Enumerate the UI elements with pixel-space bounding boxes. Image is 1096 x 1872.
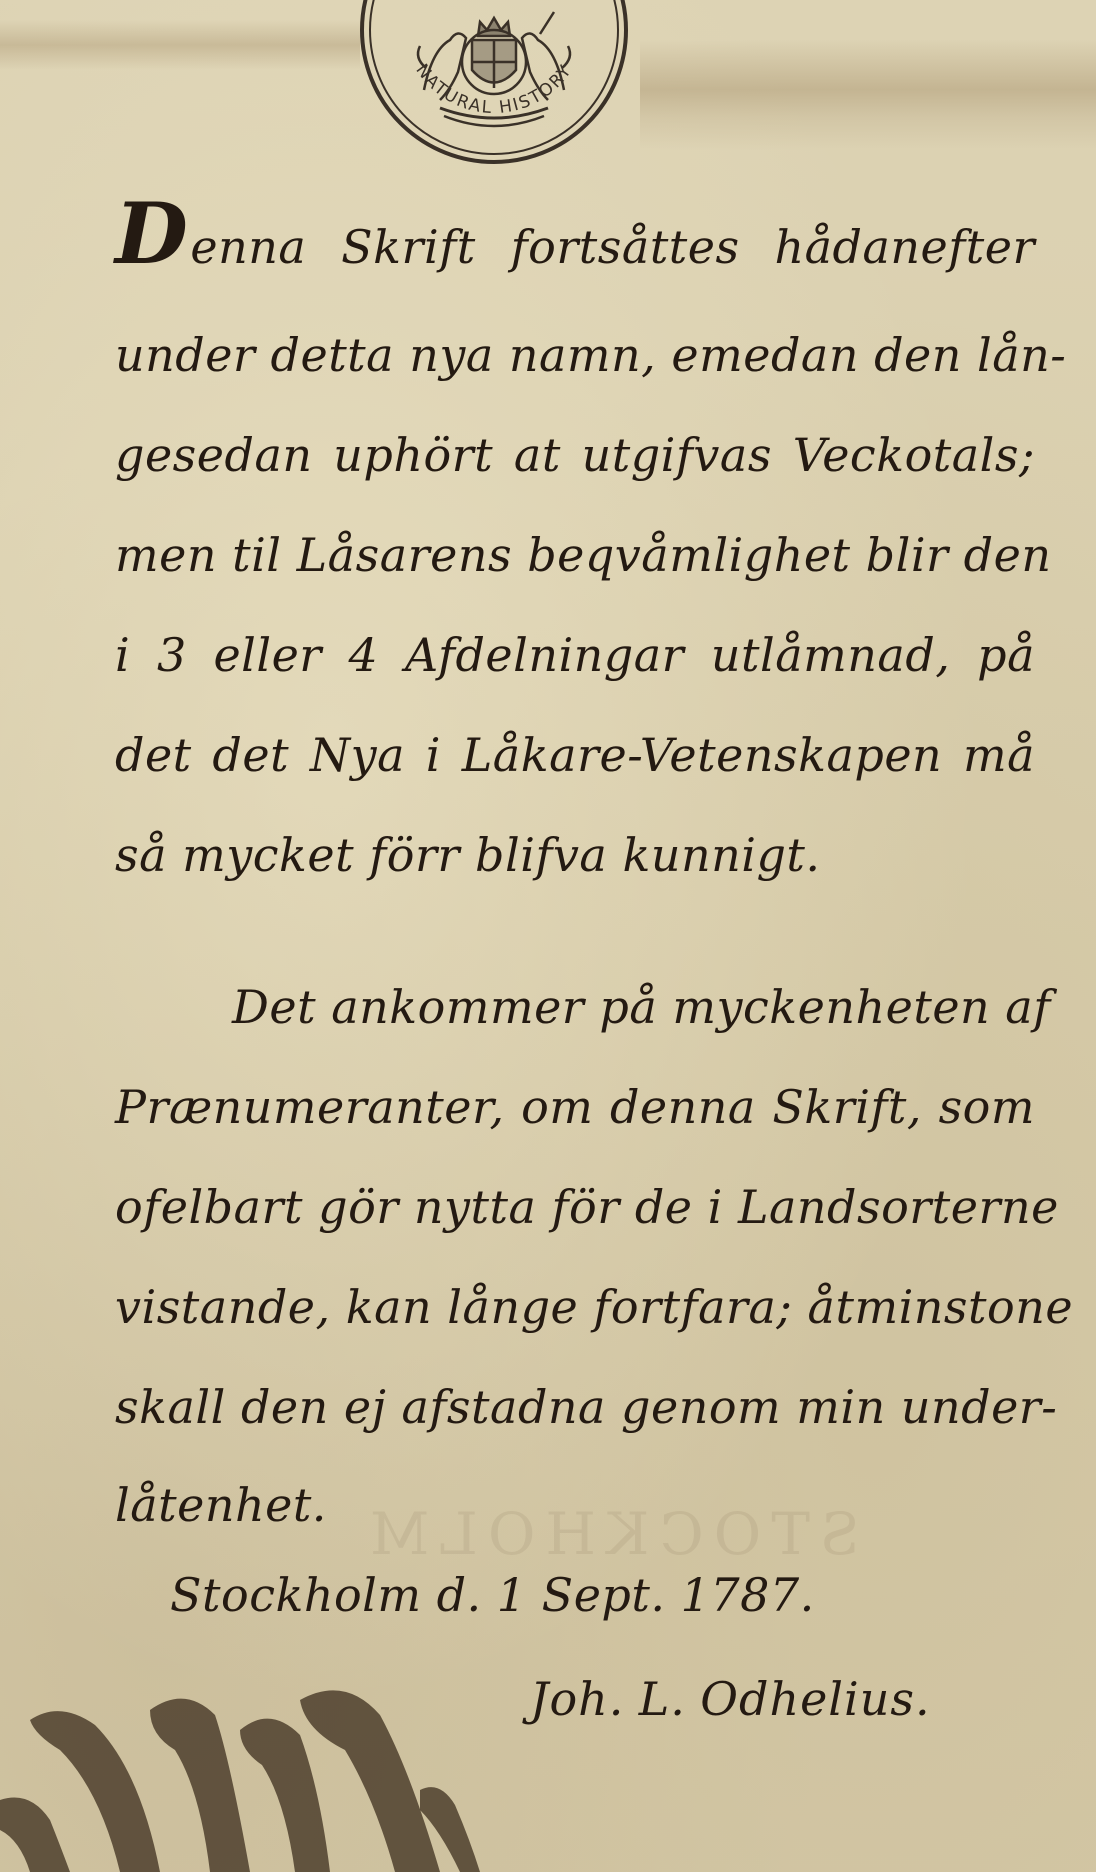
paragraph-2-line-2: Prænumeranter, om denna Skrift, som (115, 1080, 1035, 1134)
paragraph-1-line-1 (115, 184, 1035, 283)
paragraph-1-line-4: men til Låsarens beqvåmlighet blir den (115, 528, 1052, 582)
paragraph-1-line-7: så mycket förr blifva kunnigt. (115, 828, 821, 882)
paragraph-1-line-1-text: enna Skrift fortsåttes hådanefter (190, 220, 1035, 274)
signature-initial: L. (638, 1672, 686, 1726)
drop-cap: D (115, 184, 189, 283)
ink-blot-marks (0, 1680, 520, 1872)
paragraph-2-line-5: skall den ej afstadna genom min under- (115, 1380, 1058, 1434)
stamp-bottom-text: NATURAL HISTORY (411, 60, 577, 119)
paragraph-2-line-6: låtenhet. (115, 1478, 327, 1532)
signature-first-name: Joh. (530, 1672, 625, 1726)
paragraph-2-line-1: Det ankommer på myckenheten af (232, 980, 1051, 1034)
signature-surname: Odhelius. (700, 1672, 931, 1726)
paragraph-1-line-3: gesedan uphört at utgifvas Veckotals; (115, 428, 1035, 482)
paper-stain-top-right (640, 40, 1096, 150)
bleed-through-text: STOCKHOLM (360, 1500, 860, 1568)
paragraph-2-line-3: ofelbart gör nytta för de i Landsorterne (115, 1180, 1059, 1234)
signature (530, 1672, 931, 1726)
paragraph-1-line-5: i 3 eller 4 Afdelningar utlåmnad, på (115, 628, 1035, 682)
dateline: Stockholm d. 1 Sept. 1787. (170, 1568, 815, 1622)
paragraph-1-line-6: det det Nya i Låkare-Vetenskapen må (115, 728, 1035, 782)
paper-stain-top-left (0, 20, 360, 70)
paragraph-1-line-2: under detta nya namn, emedan den lån- (115, 328, 1067, 382)
paragraph-2-line-4: vistande, kan långe fortfara; åtminstone (115, 1280, 1074, 1334)
museum-stamp (354, 0, 634, 170)
